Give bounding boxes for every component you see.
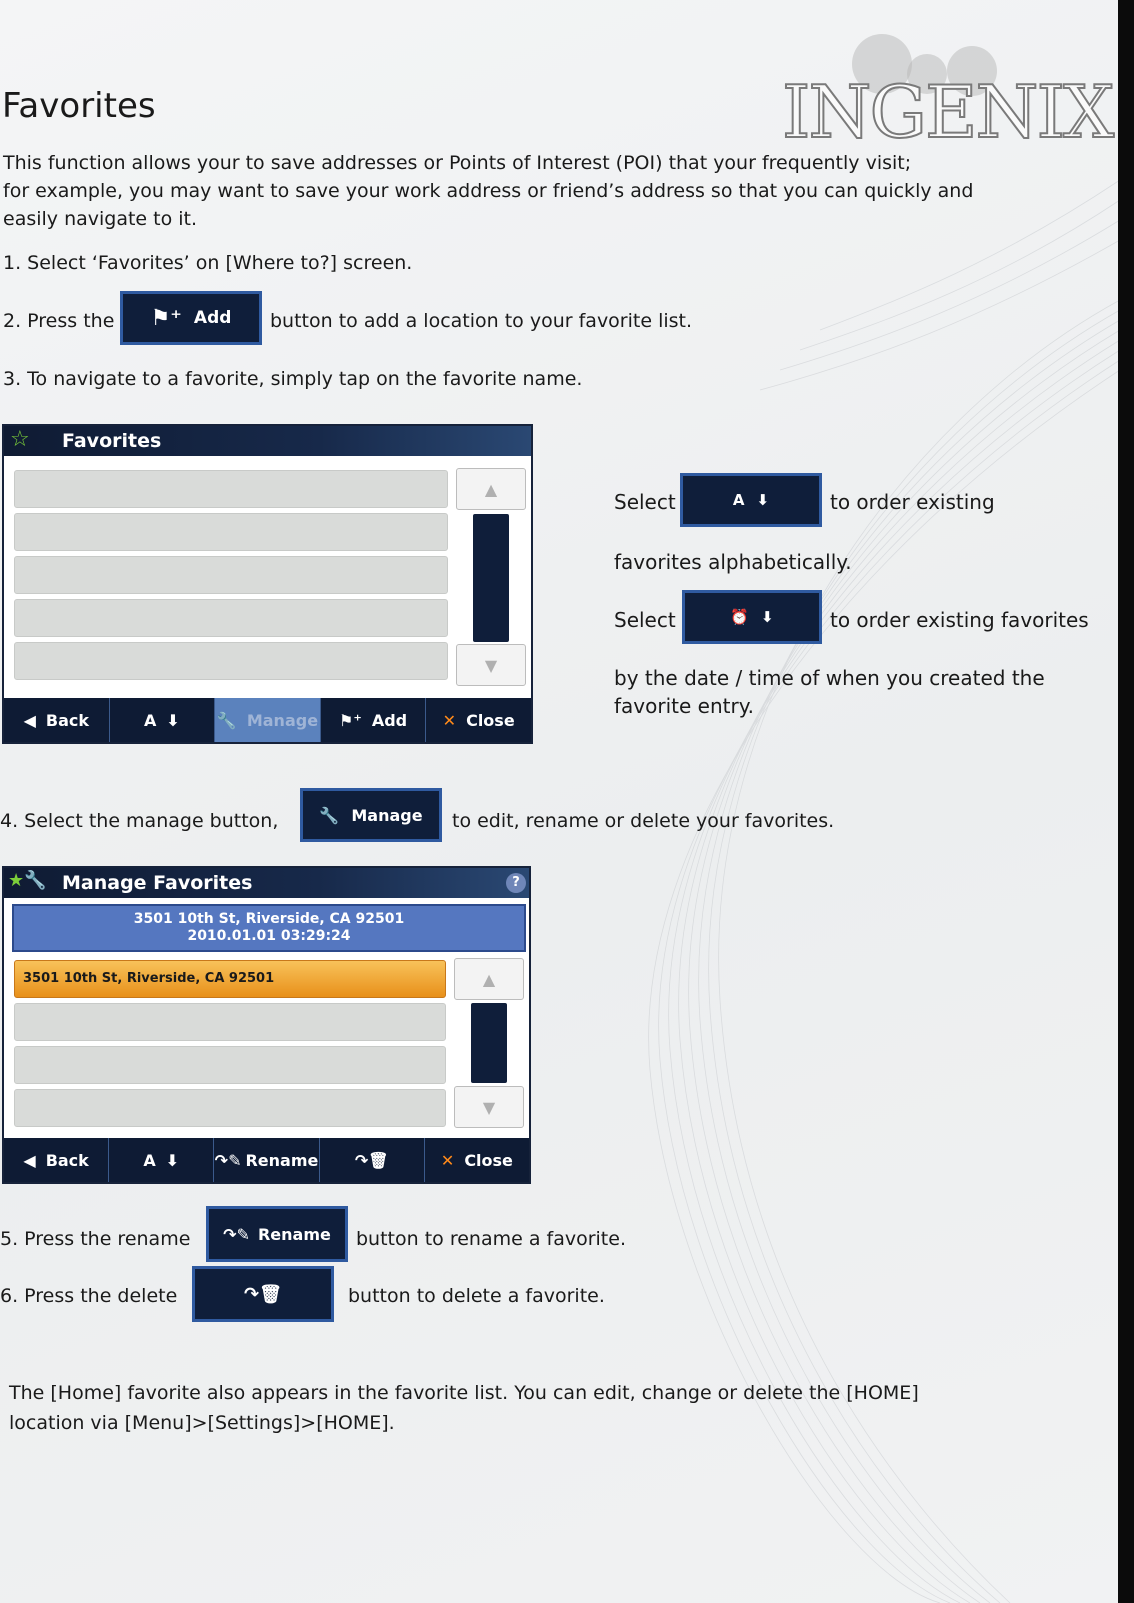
header-datetime: 2010.01.01 03:29:24 (187, 928, 351, 944)
delete-icon: ↷🗑 (354, 1150, 389, 1170)
add-button-illustration (120, 291, 262, 345)
page-title: Favorites (2, 86, 156, 126)
back-button[interactable]: ◀ Back (4, 698, 110, 742)
header-address: 3501 10th St, Riverside, CA 92501 (133, 911, 405, 927)
down-arrow-icon: ⬇ (756, 491, 770, 509)
scroll-down-button[interactable]: ▼ (454, 1086, 524, 1128)
step-4-pre: 4. Select the manage button, (0, 810, 279, 832)
sort-alpha-pre: Select (614, 490, 676, 514)
sort-alpha-button[interactable]: A ⬇ (110, 698, 216, 742)
step-5-post: button to rename a favorite. (356, 1228, 626, 1250)
sort-date-post: to order existing favorites (830, 608, 1089, 632)
step-6-pre: 6. Press the delete (0, 1285, 178, 1307)
intro-line-1: This function allows your to save addresses or Points of Interest (POI) that your frequently visit; (3, 152, 912, 174)
flag-plus-icon: ⚑⁺ (150, 305, 182, 331)
close-button[interactable]: ✕ Close (440, 1150, 513, 1170)
ingenix-logo (782, 64, 1113, 154)
list-item[interactable] (14, 1003, 446, 1041)
favorites-titlebar (4, 426, 531, 456)
left-arrow-icon: ◀ (23, 710, 36, 730)
rename-button[interactable]: ↷✎ Rename (214, 1138, 319, 1182)
step-6-post: button to delete a favorite. (348, 1285, 605, 1307)
sort-date-pre: Select (614, 608, 676, 632)
wrench-star-icon: ★🔧 (8, 870, 47, 891)
manage-toolbar (4, 1138, 529, 1182)
step-1: 1. Select ‘Favorites’ on [Where to?] screen. (3, 252, 413, 274)
scroll-up-button[interactable]: ▲ (454, 958, 524, 1000)
step-4-post: to edit, rename or delete your favorites. (452, 810, 835, 832)
manage-button-illustration: 🔧 Manage (300, 788, 442, 842)
sort-alpha-cont: favorites alphabetically. (614, 550, 852, 574)
close-button[interactable]: ✕ Close (442, 710, 515, 730)
scroll-thumb[interactable] (473, 514, 509, 642)
scroll-thumb[interactable] (471, 1003, 507, 1083)
sort-date-illustration (682, 590, 822, 644)
logo-wordmark: INGENIX (782, 70, 1113, 154)
sort-alpha-illustration: A ⬇ (680, 473, 822, 527)
star-icon: ☆ (10, 427, 30, 452)
list-item[interactable] (14, 1089, 446, 1127)
manage-titlebar (4, 868, 529, 898)
list-item[interactable] (14, 642, 448, 680)
manage-button[interactable]: 🔧 Manage (215, 698, 321, 742)
sort-alpha-button[interactable]: A ⬇ (109, 1138, 214, 1182)
favorites-title: Favorites (62, 430, 162, 452)
rename-icon: ↷✎ (223, 1224, 250, 1244)
sort-alpha-post: to order existing (830, 490, 995, 514)
right-edge-bar (1118, 0, 1134, 1603)
home-note-line-1: The [Home] favorite also appears in the favorite list. You can edit, change or delete the [HOME] (9, 1382, 919, 1404)
favorites-toolbar (4, 698, 531, 742)
list-item[interactable] (14, 513, 448, 551)
wrench-icon: 🔧 (319, 805, 340, 825)
scroll-up-button[interactable]: ▲ (456, 468, 526, 510)
intro-line-3: easily navigate to it. (3, 208, 198, 230)
intro-line-2: for example, you may want to save your work address or friend’s address so that you can quickly and (3, 180, 974, 202)
list-item-selected[interactable]: 3501 10th St, Riverside, CA 92501 (14, 960, 446, 998)
delete-button[interactable] (320, 1138, 425, 1182)
down-arrow-icon: ⬇ (166, 710, 180, 730)
step-5-pre: 5. Press the rename (0, 1228, 191, 1250)
rename-icon: ↷✎ (214, 1150, 242, 1170)
manage-title: Manage Favorites (62, 872, 253, 894)
help-icon[interactable]: ? (506, 873, 526, 893)
selected-favorite-header (12, 904, 526, 952)
manage-favorites-screen (2, 866, 531, 1184)
favorites-screen (2, 424, 533, 744)
list-item[interactable] (14, 470, 448, 508)
step-3: 3. To navigate to a favorite, simply tap on the favorite name. (3, 368, 583, 390)
down-arrow-icon: ⬇ (165, 1150, 180, 1170)
alarm-clock-icon: ⏰ (730, 608, 750, 626)
list-item[interactable] (14, 1046, 446, 1084)
sort-date-cont-1: by the date / time of when you created the (614, 666, 1045, 690)
step-2-post: button to add a location to your favorite list. (270, 310, 693, 332)
add-button[interactable]: ⚑⁺ Add (321, 698, 427, 742)
close-icon: ✕ (442, 710, 457, 730)
rename-button-illustration: ↷✎ Rename (206, 1206, 348, 1262)
list-item[interactable] (14, 599, 448, 637)
close-icon: ✕ (440, 1150, 455, 1170)
delete-button-illustration (192, 1266, 334, 1322)
delete-icon: ↷🗑 (244, 1283, 282, 1305)
down-arrow-icon: ⬇ (761, 608, 774, 626)
wrench-icon: 🔧 (216, 710, 237, 730)
list-item[interactable] (14, 556, 448, 594)
sort-date-cont-2: favorite entry. (614, 694, 755, 718)
home-note-line-2: location via [Menu]>[Settings]>[HOME]. (9, 1412, 395, 1434)
left-arrow-icon: ◀ (23, 1150, 36, 1170)
flag-plus-icon: ⚑⁺ (339, 710, 362, 730)
scroll-down-button[interactable]: ▼ (456, 644, 526, 686)
back-button[interactable]: ◀ Back (4, 1138, 109, 1182)
step-2-pre: 2. Press the (3, 310, 115, 332)
add-button-label: Add (193, 308, 232, 328)
